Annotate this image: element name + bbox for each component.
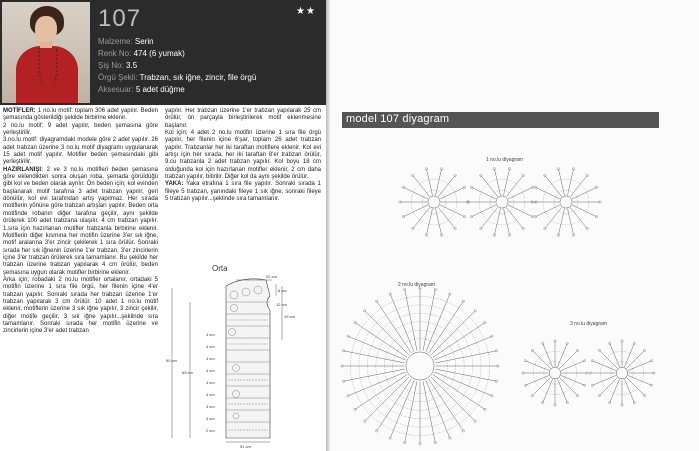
garment-schematic bbox=[166, 262, 322, 448]
motif2-picot bbox=[375, 300, 377, 302]
motif1-c-stitch bbox=[570, 207, 587, 228]
dim-label: 19 cm bbox=[284, 314, 295, 319]
motif3-a-stitch bbox=[561, 375, 585, 385]
motif1-b-stitch bbox=[494, 209, 500, 236]
motif1-a-stitch bbox=[438, 207, 455, 228]
motif3-a-stitch bbox=[525, 375, 549, 385]
motif3-a-stitch bbox=[532, 378, 550, 396]
motif2-stitch bbox=[365, 377, 409, 421]
motif3-b-stitch bbox=[610, 343, 620, 367]
spec-label: Şiş No: bbox=[98, 61, 124, 70]
paragraph: 3.no.lu motif: diyagramdaki modele göre 2 adet yapılır. 26 adet trabzan üzerine 3 no.lu motif diyagramı uygulanarak 15 adet motif yapılır. Motifler beden şemasındaki gibi yerleştirilir. bbox=[3, 137, 158, 166]
motif1-c-stitch bbox=[545, 207, 562, 228]
motif1-b-stitch bbox=[471, 187, 496, 199]
motif3-a-stitch bbox=[525, 361, 549, 371]
motif3-a-stitch bbox=[561, 361, 585, 371]
motif1-b-stitch bbox=[508, 187, 533, 199]
instructions-column-right bbox=[165, 108, 321, 203]
motif2-picot bbox=[491, 335, 493, 337]
motif2-stitch bbox=[426, 380, 450, 438]
motif3-b-stitch bbox=[624, 379, 634, 403]
spec-row bbox=[98, 84, 256, 96]
motif2-stitch bbox=[343, 369, 404, 381]
diagram1-label: 1 no.lu diyagram bbox=[486, 157, 523, 163]
paragraph: 2 no.lu motif: 9 adet yapılır, beden şemasına göre yerleştirilir. bbox=[3, 122, 158, 137]
face-shape bbox=[35, 16, 57, 42]
motif-group bbox=[341, 168, 655, 446]
spec-label: Malzeme: bbox=[98, 37, 133, 46]
spec-value: 3.5 bbox=[126, 61, 138, 70]
motif3-b-stitch bbox=[592, 361, 616, 371]
motif1-c-stitch bbox=[568, 209, 574, 236]
motif1-a-stitch bbox=[438, 175, 455, 196]
model-header bbox=[0, 0, 326, 105]
motif3-a-center bbox=[549, 367, 561, 379]
motif3-a-stitch bbox=[532, 350, 550, 368]
motif1-c-stitch bbox=[572, 205, 597, 217]
section-title: MOTİFLER: bbox=[3, 108, 36, 114]
motif3-a-stitch bbox=[557, 379, 567, 403]
motif1-c-stitch bbox=[558, 209, 564, 236]
motif1-a-stitch bbox=[426, 209, 432, 236]
motif2-picot bbox=[449, 293, 451, 295]
motif2-picot bbox=[389, 293, 391, 295]
motif2-stitch bbox=[431, 311, 475, 355]
motif1-b-stitch bbox=[494, 169, 500, 196]
motif1-a-stitch bbox=[413, 175, 430, 196]
motif2-stitch bbox=[405, 381, 417, 442]
motif3-a-stitch bbox=[560, 350, 578, 368]
paragraph: yapılır. Her trabzan üzerine 1'er trabzan yapılarak 25 cm örülür, ön parçayla birleştirilerek motif eklenmesine başlanır. bbox=[165, 108, 321, 129]
motif2-stitch bbox=[365, 311, 409, 355]
motif1-c-picot bbox=[544, 174, 546, 176]
dim-label: 3 cm bbox=[206, 404, 215, 409]
dim-label: 4 cm bbox=[206, 380, 215, 385]
motif1-b-stitch bbox=[506, 175, 523, 196]
motif1-b-stitch bbox=[504, 209, 510, 236]
motif1-a-stitch bbox=[426, 169, 432, 196]
dim-label: 2 cm bbox=[206, 428, 215, 433]
spec-label: Aksesuar: bbox=[98, 85, 134, 94]
motif3-b-picot bbox=[591, 360, 593, 362]
motif1-a-stitch bbox=[436, 209, 442, 236]
spec-value: Trabzan, sık iğne, zincir, file örgü bbox=[139, 73, 257, 82]
motif3-b-stitch bbox=[628, 375, 652, 385]
diagram3-label: 3 no.lu diyagram bbox=[570, 321, 607, 327]
motif3-b-stitch bbox=[628, 361, 652, 371]
motif3-b-stitch bbox=[592, 375, 616, 385]
difficulty-stars: ★★ bbox=[296, 6, 316, 17]
spec-row bbox=[98, 48, 256, 60]
motif3-a-picot bbox=[576, 349, 578, 351]
dim-label: 4 cm bbox=[206, 356, 215, 361]
spec-row bbox=[98, 60, 256, 72]
banner-title: model 107 diyagram bbox=[346, 113, 450, 125]
motif2-stitch bbox=[343, 351, 404, 363]
spec-value: Serin bbox=[134, 37, 154, 46]
dim-label: 22 cm bbox=[266, 274, 277, 279]
motif2-stitch bbox=[429, 301, 464, 353]
paragraph: Arka için; robadaki 2 no.lu motifler ortalanır, ortadaki 5 motifin üzerine 1 sıra file örgü, her filenin içine 4'er trabzan yapılır. Sonraki sırada her trabzan üzerine 1'er trabzan yapılarak 3 cm örülür. 10 adet 1 no.lu motif eklenir, motiflerin üzerine 3 sık iğne yapılır, 3 zincir çekilir, diğer motife geçilir, 3 sık iğne yapılır...şeklinde sıra tamamlanır. Sonraki sırada her motifin üzerine ve zincirlerin içine 3'er adet trabzan bbox=[3, 276, 158, 335]
motif1-b-stitch bbox=[481, 207, 498, 228]
motif3-b-stitch bbox=[627, 378, 645, 396]
paragraph-text: 1 no.lu motif: toplam 306 adet yapılır. Beden şemasında gösterildiği şekilde birbirine eklenir. bbox=[3, 108, 158, 122]
motif1-c-center bbox=[560, 196, 572, 208]
motif1-b-center bbox=[496, 196, 508, 208]
motif1-b-stitch bbox=[508, 205, 533, 217]
motif3-a-stitch bbox=[543, 343, 553, 367]
paragraph bbox=[165, 181, 321, 203]
dim-label: 12 cm bbox=[276, 302, 287, 307]
dim-label: 90 cm bbox=[166, 358, 177, 363]
motif2-stitch bbox=[390, 380, 414, 438]
motif2-stitch bbox=[433, 323, 485, 358]
dim-label: 4 cm bbox=[206, 344, 215, 349]
motif3-b-stitch bbox=[599, 378, 617, 396]
motif3-a-picot bbox=[524, 360, 526, 362]
motif2-stitch bbox=[377, 379, 412, 431]
motif2-stitch bbox=[435, 351, 496, 363]
dim-label: 6 cm bbox=[278, 288, 287, 293]
motif1-b-stitch bbox=[481, 175, 498, 196]
motif2-stitch bbox=[377, 301, 412, 353]
motif2-picot bbox=[347, 395, 349, 397]
motif1-c-stitch bbox=[568, 169, 574, 196]
motif2-picot bbox=[462, 300, 464, 302]
motif1-a-picot bbox=[454, 227, 456, 229]
motif1-b-picot bbox=[480, 227, 482, 229]
motif1-a-stitch bbox=[440, 205, 465, 217]
motif2-stitch bbox=[426, 294, 450, 352]
spec-label: Renk No: bbox=[98, 49, 132, 58]
motif1-c-stitch bbox=[535, 205, 560, 217]
dim-label: 4 cm bbox=[206, 368, 215, 373]
motif3-a-stitch bbox=[560, 378, 578, 396]
paragraph bbox=[3, 108, 158, 123]
motif2-center bbox=[406, 352, 434, 380]
motif2-stitch bbox=[431, 377, 475, 421]
motif1-a-stitch bbox=[413, 207, 430, 228]
spec-list bbox=[98, 36, 256, 96]
motif2-picot bbox=[364, 310, 366, 312]
motif1-c-picot bbox=[586, 174, 588, 176]
motif1-c-stitch bbox=[558, 169, 564, 196]
motif1-b-stitch bbox=[506, 207, 523, 228]
motif1-a-stitch bbox=[440, 187, 465, 199]
motif1-b-picot bbox=[522, 174, 524, 176]
model-photo bbox=[2, 2, 90, 103]
garment-outline bbox=[226, 279, 270, 438]
motif3-b-picot bbox=[598, 349, 600, 351]
paragraph bbox=[3, 167, 158, 277]
motif2-stitch bbox=[355, 323, 407, 358]
motif1-b-picot bbox=[480, 174, 482, 176]
motif1-b-stitch bbox=[471, 205, 496, 217]
motif2-stitch bbox=[405, 289, 417, 350]
motif1-c-picot bbox=[544, 227, 546, 229]
motif3-b-stitch bbox=[624, 343, 634, 367]
motif3-a-picot bbox=[531, 349, 533, 351]
motif2-picot bbox=[474, 310, 476, 312]
schematic-title: Orta bbox=[212, 264, 228, 273]
instructions-column-left bbox=[3, 108, 158, 336]
motif2-stitch bbox=[434, 336, 492, 360]
motif2-stitch bbox=[423, 289, 435, 350]
motif3-b-picot bbox=[609, 401, 611, 403]
motif1-a-picot bbox=[454, 174, 456, 176]
paragraph: Kol için; 4 adet 2 no.lu motifin üzerine 1 sıra file örgü yapılır, her filenin içine 6'şar, toplam 26 adet trabzan yapılır. Trabzanlar her iki taraftan motiflere eklenir. Kol evi artışı için her sırada, her iki taraftan 8'er trabzan örülür, 9.cu trabzanla 2 adet trabzan yapılır. Kol boyu 18 cm olduğunda kol için hazırlanan motifler eklenir, 2 cm daha trabzan yapılır, bitirilir. Diğer kol da aynı şekilde örülür. bbox=[165, 130, 321, 181]
motif1-a-center bbox=[428, 196, 440, 208]
dim-label: 69 cm bbox=[182, 370, 193, 375]
dim-label: 3 cm bbox=[206, 416, 215, 421]
motif1-c-stitch bbox=[545, 175, 562, 196]
dim-label: 4 cm bbox=[206, 332, 215, 337]
right-page bbox=[330, 0, 699, 451]
motif2-stitch bbox=[390, 294, 414, 352]
spec-row bbox=[98, 72, 256, 84]
spec-row bbox=[98, 36, 256, 48]
spec-value: 5 adet düğme bbox=[135, 85, 185, 94]
motif3-b-picot bbox=[609, 342, 611, 344]
motif2-stitch bbox=[348, 336, 406, 360]
model-number: 107 bbox=[98, 5, 142, 32]
diagram2-label: 2 no.lu diyagram bbox=[398, 282, 435, 288]
motif1-c-stitch bbox=[572, 187, 597, 199]
dim-label: 51 cm bbox=[240, 444, 251, 448]
dim-label: 4 cm bbox=[206, 392, 215, 397]
motif1-c-picot bbox=[586, 227, 588, 229]
motif1-b-stitch bbox=[504, 169, 510, 196]
motif1-a-stitch bbox=[403, 205, 428, 217]
motif2-picot bbox=[347, 335, 349, 337]
motif1-c-stitch bbox=[570, 175, 587, 196]
motif3-a-picot bbox=[583, 360, 585, 362]
crochet-diagrams bbox=[330, 0, 699, 451]
spec-value: 474 (6 yumak) bbox=[133, 49, 185, 58]
section-title: HAZIRLANIŞI: bbox=[3, 166, 43, 173]
motif1-a-stitch bbox=[436, 169, 442, 196]
motif1-c-stitch bbox=[535, 187, 560, 199]
motif2-picot bbox=[491, 395, 493, 397]
motif3-b-stitch bbox=[627, 350, 645, 368]
motif1-a-picot bbox=[412, 174, 414, 176]
motif1-b-picot bbox=[522, 227, 524, 229]
motif2-stitch bbox=[429, 379, 464, 431]
motif3-a-stitch bbox=[557, 343, 567, 367]
motif3-b-stitch bbox=[599, 350, 617, 368]
necklace-shape bbox=[38, 48, 58, 88]
motif3-a-stitch bbox=[543, 379, 553, 403]
motif1-a-picot bbox=[412, 227, 414, 229]
motif2-stitch bbox=[423, 381, 435, 442]
motif2-stitch bbox=[433, 375, 485, 410]
paragraph-text: Yaka etrafına 1 sıra file yapılır. Sonraki sırada 1 fileye 5 trabzan, yanındaki fileye 1 sık iğne, sonraki fileye 5 trabzan yapılır...şeklinde sıra tamamlanır. bbox=[165, 181, 322, 203]
motif2-stitch bbox=[348, 372, 406, 396]
motif3-b-stitch bbox=[610, 379, 620, 403]
spec-label: Örgü Şekli: bbox=[98, 73, 138, 82]
left-page bbox=[0, 0, 326, 451]
section-title: YAKA: bbox=[165, 181, 184, 188]
motif2-stitch bbox=[355, 375, 407, 410]
motif2-stitch bbox=[435, 369, 496, 381]
motif1-a-stitch bbox=[403, 187, 428, 199]
motif3-b-center bbox=[616, 367, 628, 379]
paragraph-text: 2 ve 3 no.lu motifleri beden şemasına göre eklendikten sonra oluşan roba, şemada görüldüğü gibi kol ve beden olarak ayrılır. Ön beden için; kol evinden başlanarak motif tarafına 3 adet trabzan yapılır, geri dönülür, kol evi tarafından artış yapılmaz. Her sırada motiflerin yönüne göre trabzan artışları yapılır. Beden orta motifinde robanın diğer tarafına geçilir, aynı şekilde örülerek 100 adet trabzana ulaşılır. 4 cm trabzan yapılır. 1.sıra için hazırlanan motifler trabzanla birbirine eklenir. Motiflerin diğer kısmına her motifin üzerine 3'er sık iğne, motif aralarına 3'er zincir çekilerek 1 sıra örülür. Sonraki sırada her sık iğnenin üzerine 1'er trabzan, 3'er zincirlerin içine 3'er trabzan örülerek sıra tamamlanır. Bu şekilde her trabzan üzerine trabzan yapılarak 4 cm örülür, beden şemasına uygun olarak motifler birbirine eklenir. bbox=[3, 166, 158, 276]
motif3-b-picot bbox=[650, 360, 652, 362]
